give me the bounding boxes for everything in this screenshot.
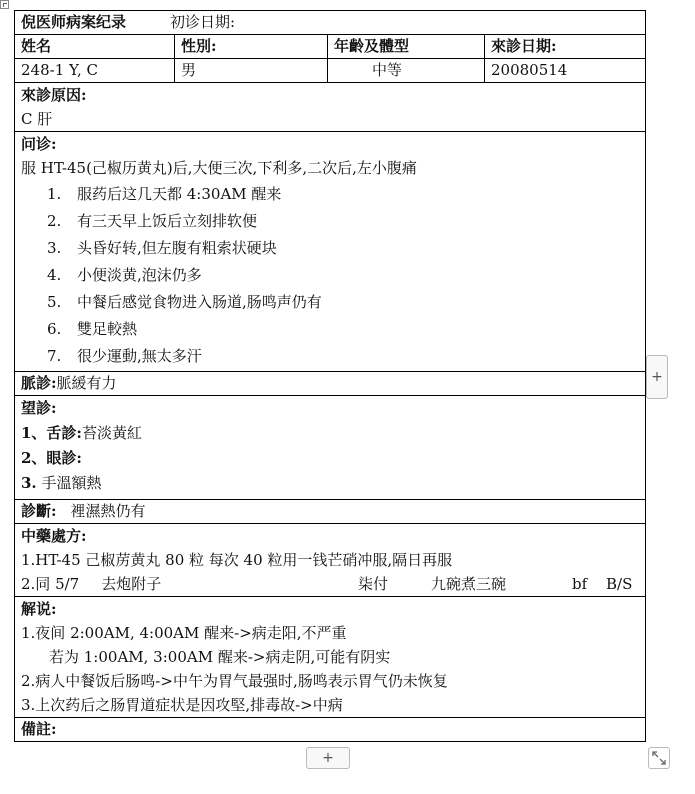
resize-table-button[interactable] (648, 747, 670, 769)
column-header-sex: 性別: (175, 35, 328, 59)
explanation-line-4: 3.上次药后之肠胃道症状是因攻堅,排毒故->中病 (21, 696, 343, 714)
pulse-text: 脈緩有力 (56, 374, 117, 392)
plus-icon: + (651, 369, 663, 385)
explanation-line-2: 若为 1:00AM, 3:00AM 醒来->病走阴,可能有阴实 (49, 648, 391, 666)
diagnosis-cell (15, 500, 646, 524)
explanation-line-1: 1.夜间 2:00AM, 4:00AM 醒来->病走阳,不严重 (21, 624, 347, 642)
table-move-handle[interactable] (0, 0, 9, 9)
inspection-cell (15, 396, 646, 500)
list-item: 2. 有三天早上饭后立刻排软便 (47, 212, 258, 230)
symptom-list (21, 181, 639, 370)
inquiry-label: 问诊: (21, 135, 57, 153)
notes-label: 備註: (21, 720, 57, 738)
explanation-label: 解说: (21, 600, 57, 618)
first-visit-label: 初诊日期: (170, 13, 236, 31)
column-header-visit-date: 來診日期: (485, 35, 646, 59)
record-title: 倪医师病案纪录 (21, 13, 127, 31)
inquiry-cell (15, 132, 646, 372)
pulse-label: 脈診: (21, 374, 57, 392)
explanation-cell (15, 597, 646, 718)
eye-label: 2、眼診: (21, 449, 82, 467)
diagnosis-text: 裡濕熱仍有 (70, 502, 146, 520)
hand-line: 3. 手溫額熱 (21, 474, 102, 492)
list-item: 1. 服药后这几天都 4:30AM 醒来 (47, 185, 282, 203)
medical-record-table (14, 10, 646, 742)
list-item: 4. 小便淡黄,泡沫仍多 (47, 266, 202, 284)
reason-label: 來診原因: (21, 86, 87, 104)
pulse-cell (15, 372, 646, 396)
explanation-line-3: 2.病人中餐饭后肠鸣->中午为胃气最强时,肠鸣表示胃气仍未恢复 (21, 672, 448, 690)
add-column-button[interactable] (646, 355, 668, 399)
list-item: 6. 雙足較熱 (47, 320, 138, 338)
prescription-line-2: 2.同 5/7 去炮附子 柒付 九碗煮三碗 bf B/S (21, 575, 633, 593)
expand-icon (651, 750, 667, 766)
plus-icon: + (322, 750, 334, 766)
patient-name: 248-1 Y, C (15, 59, 175, 83)
reason-cell (15, 83, 646, 132)
tongue-line: 1、舌診:苔淡黃紅 (21, 424, 142, 442)
patient-sex: 男 (175, 59, 328, 83)
diagnosis-label: 診斷: (21, 502, 57, 520)
list-item: 3. 头昏好转,但左腹有粗索状硬块 (47, 239, 277, 257)
patient-visit-date: 20080514 (485, 59, 646, 83)
prescription-line-1: 1.HT-45 己椒苈黄丸 80 粒 每次 40 粒用一钱芒硝冲服,隔日再服 (21, 551, 453, 569)
reason-text: C 肝 (21, 110, 53, 128)
column-header-name: 姓名 (15, 35, 175, 59)
column-header-age-build: 年齡及體型 (328, 35, 485, 59)
inspection-label: 望診: (21, 399, 57, 417)
prescription-label: 中藥處方: (21, 527, 87, 545)
add-row-button[interactable] (306, 747, 350, 769)
patient-build: 中等 (328, 59, 485, 83)
notes-cell[interactable] (15, 718, 646, 742)
list-item: 5. 中餐后感觉食物进入肠道,肠鸣声仍有 (47, 293, 322, 311)
inquiry-intro: 服 HT-45(己椒历黄丸)后,大便三次,下利多,二次后,左小腹痛 (21, 159, 417, 177)
list-item: 7. 很少運動,無太多汗 (47, 347, 202, 365)
record-header (15, 11, 646, 35)
prescription-cell (15, 524, 646, 597)
